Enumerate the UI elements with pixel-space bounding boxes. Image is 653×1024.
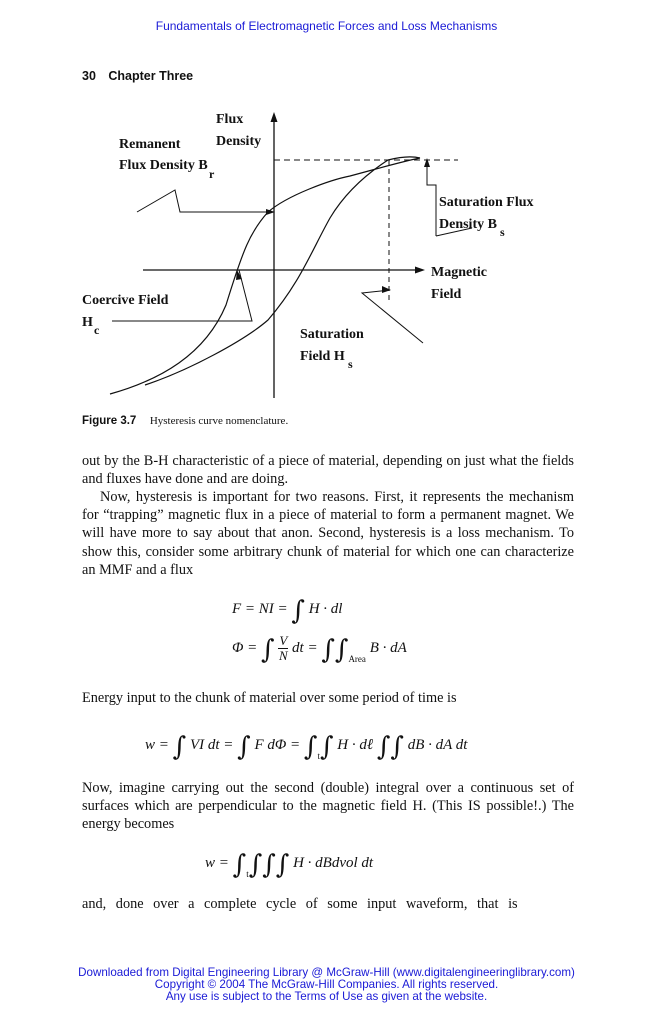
saturation-field-subscript: s [348,357,353,371]
magnetic-label: Magnetic [431,265,487,280]
paragraph-4: Now, imagine carrying out the second (double) integral over a continuous set of surfaces which are perpendicular to the magnetic field H. (This IS possible!.) The energy becomes [82,780,574,833]
equation-mmf: F = NI = ∫ H · dl [232,596,343,626]
saturation-label: Saturation [300,327,364,342]
saturation-field-label: Field H [300,349,345,364]
chapter-title: Chapter Three [108,69,194,83]
flux-density-axis-arrow [271,112,278,122]
page-header [82,69,193,83]
saturation-density-label: Density B [439,217,497,232]
equation-energy: w = ∫ VI dt = ∫ F $d\Phi = \int_t\int$ H · dℓ ∫∫ dB · dA dt [145,732,468,762]
page-number: 30 [82,69,96,83]
saturation-density-subscript: s [500,225,505,239]
remanent-flux-density-label: Flux Density B [119,158,208,173]
equation-flux: Φ = ∫ $\frac{V}{N}$ dt = $\int\int_{Area}$ B · dA [232,633,407,665]
saturation-flux-label: Saturation Flux [439,195,534,210]
coercive-field-label: Coercive Field [82,293,169,308]
equation-energy-volume: $w = \int_t\int\int\int$ H · dBdvol dt [205,850,374,880]
paragraph-2: Now, hysteresis is important for two reasons. First, it represents the mechanism for “trapping” magnetic flux in a piece of material to form a permanent magnet. We will have more to say about that anon. Second, hysteresis is a loss mechanism. To show this, consider some arbitrary chunk of material for which one can characterize an MMF and a flux [82,489,574,578]
hysteresis-figure [0,100,653,405]
remanent-label: Remanent [119,137,181,152]
saturation-flux-leader [427,160,436,236]
footer-copyright: Copyright © 2004 The McGraw-Hill Companies. All rights reserved. [154,977,499,991]
saturation-flux-leader-arrow [424,158,430,167]
remanent-subscript: r [209,167,215,181]
book-title-header: Fundamentals of Electromagnetic Forces and Loss Mechanisms [155,19,498,33]
footer-terms-link[interactable]: Any use is subject to the Terms of Use as given at the website. [165,989,488,1003]
field-label: Field [431,287,462,302]
flux-label: Flux [216,112,244,127]
saturation-field-leader [362,290,423,343]
coercive-subscript: c [94,323,100,337]
saturation-field-leader-arrow [382,286,391,293]
footer [0,967,653,1002]
figure-caption-text: Hysteresis curve nomenclature. [149,415,289,427]
coercive-h-label: H [82,315,93,330]
figure-caption [82,414,288,427]
footer-download-link[interactable]: Downloaded from Digital Engineering Library @ McGraw-Hill (www.digitalengineeringlibrary.com) [78,966,575,979]
paragraph-5: and, done over a complete cycle of some input waveform, that is [82,896,518,912]
hysteresis-lower-branch [145,157,420,385]
density-label: Density [216,134,262,149]
hysteresis-upper-branch [110,158,420,394]
remanent-leader [137,190,272,212]
magnetic-field-axis-arrow [415,267,425,274]
figure-number: Figure 3.7 [82,415,137,427]
paragraph-1: out by the B-H characteristic of a piece of material, depending on just what the fields and fluxes have done and are doing. [82,453,574,488]
paragraph-3: Energy input to the chunk of material over some period of time is [82,690,457,706]
